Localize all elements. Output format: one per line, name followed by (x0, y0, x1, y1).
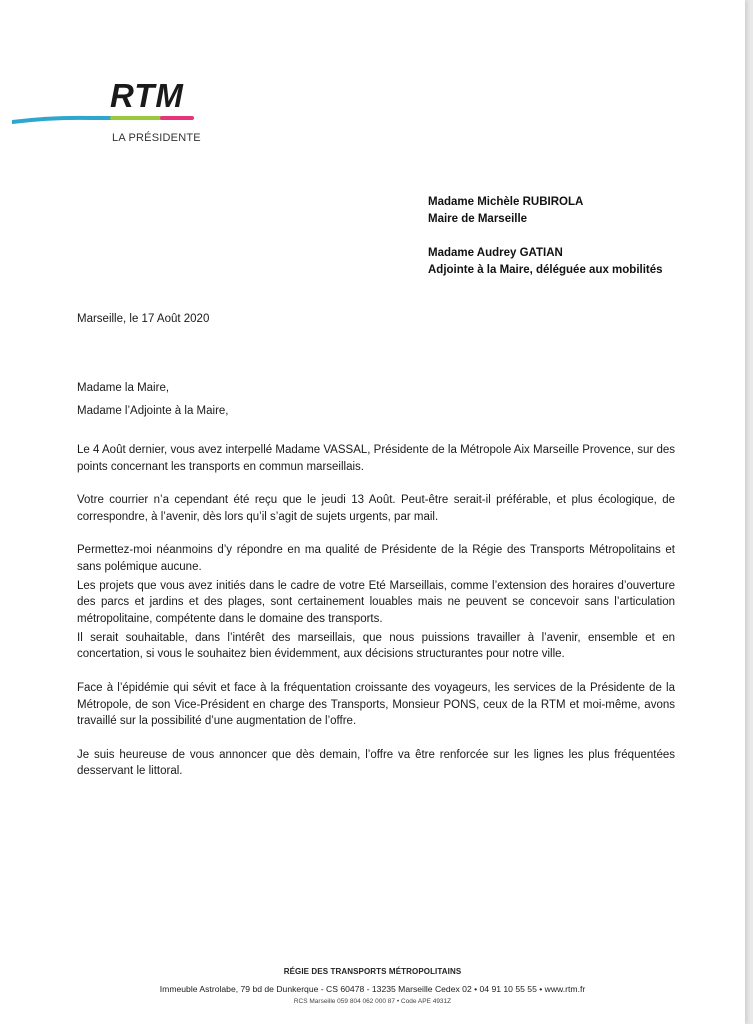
recipient-title: Maire de Marseille (428, 213, 528, 225)
logo-stripe-blue (12, 118, 112, 122)
recipient-title: Adjointe à la Maire, déléguée aux mobilités (428, 264, 663, 276)
letterhead-subtitle: LA PRÉSIDENTE (112, 132, 201, 144)
salutation-line: Madame l’Adjointe à la Maire, (77, 405, 229, 417)
recipient-name: Madame Audrey GATIAN (428, 247, 563, 259)
paragraph: Permettez-moi néanmoins d’y répondre en ma qualité de Présidente de la Régie des Transports Métropolitains et sans polémique aucune. (77, 544, 675, 573)
rtm-logo-text: RTM (110, 78, 184, 114)
letter-body (77, 442, 675, 780)
paragraph: Le 4 Août dernier, vous avez interpellé Madame VASSAL, Présidente de la Métropole Aix Marseille Provence, sur des points concernant les transports en commun marseillais. (77, 444, 675, 473)
salutation (77, 377, 229, 423)
paragraph: Votre courrier n’a cependant été reçu que le jeudi 13 Août. Peut-être serait-il préférable, et plus écologique, de correspondre, à l’avenir, dès lors qu’il s’agit de sujets urgents, par mail. (77, 494, 675, 523)
recipient-2 (428, 245, 663, 279)
paragraph: Il serait souhaitable, dans l’intérêt des marseillais, que nous puissions travailler à l’avenir, ensemble et en concertation, si vous le souhaitez bien évidemment, aux décisions structurantes pour notre ville. (77, 631, 675, 661)
rtm-logo-graphic (12, 78, 227, 128)
footer-title: RÉGIE DES TRANSPORTS MÉTROPOLITAINS (283, 967, 462, 976)
footer-address: Immeuble Astrolabe, 79 bd de Dunkerque - CS 60478 - 13235 Marseille Cedex 02 • 04 91 10 55 55 • www.rtm.fr (159, 984, 586, 994)
recipient-name: Madame Michèle RUBIROLA (428, 196, 584, 208)
recipient-block (428, 194, 663, 296)
recipient-1 (428, 194, 663, 228)
paragraph: Les projets que vous avez initiés dans le cadre de votre Eté Marseillais, comme l’extension des horaires d’ouverture des parcs et jardins et des plages, sont certainement louables mais ne peuvent se concevoir sans l’articulation métropolitaine, compétente dans le domaine des transports. (77, 579, 675, 625)
paragraph: Face à l’épidémie qui sévit et face à la fréquentation croissante des voyageurs, les services de la Présidente de la Métropole, de son Vice-Président en charge des Transports, Monsieur PONS, ceux de la RTM et moi-même, avons travaillé sur la possibilité d’une augmentation de l’offre. (77, 681, 675, 728)
salutation-line: Madame la Maire, (77, 382, 170, 394)
letter-date: Marseille, le 17 Août 2020 (77, 313, 210, 325)
footer-rcs: RCS Marseille 059 804 062 000 87 • Code APE 4931Z (293, 998, 452, 1005)
paragraph: Je suis heureuse de vous annoncer que dès demain, l’offre va être renforcée sur les lignes les plus fréquentées desservant le littoral. (77, 748, 675, 778)
rtm-logo (12, 78, 227, 128)
